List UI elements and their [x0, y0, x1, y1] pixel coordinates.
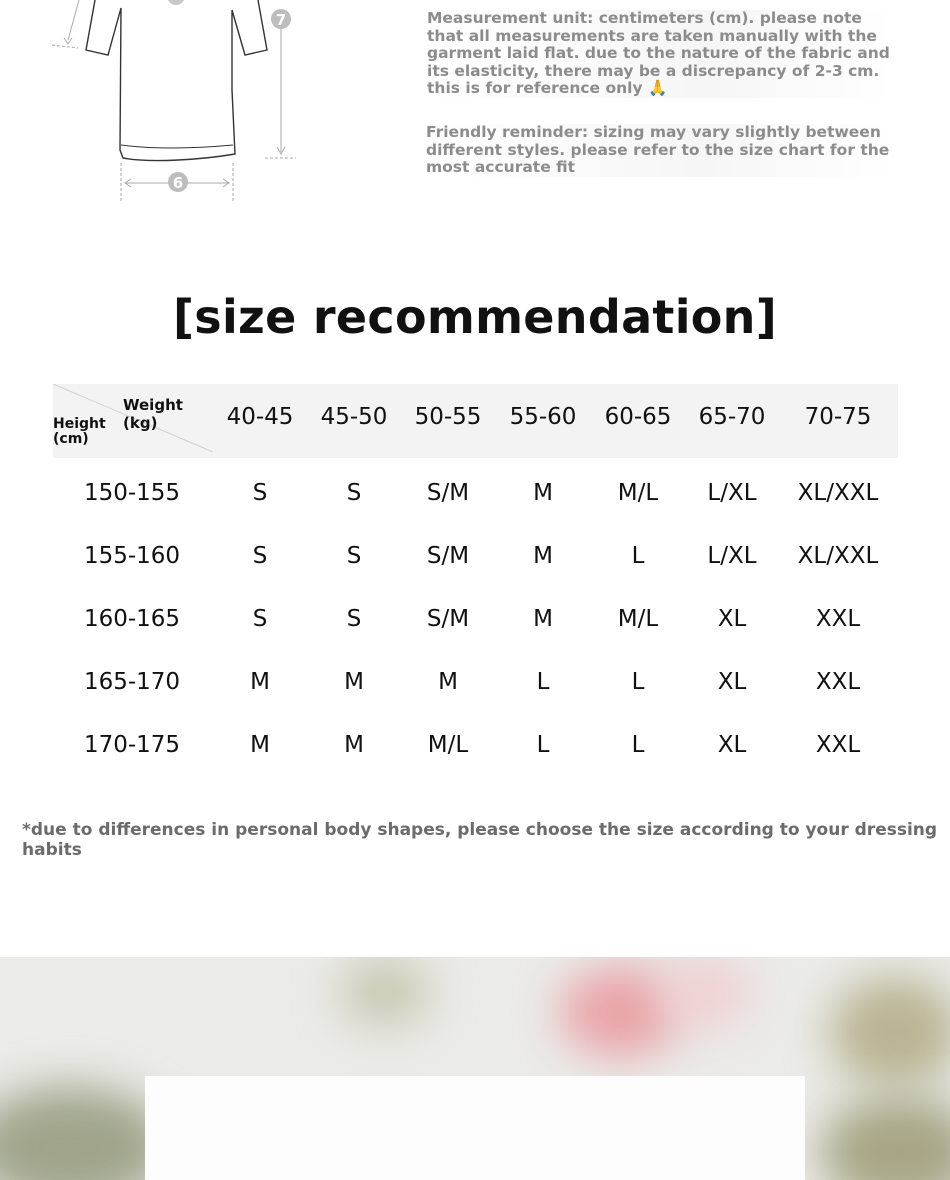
size-cell: XXL	[815, 606, 861, 632]
size-cell: M	[250, 669, 270, 695]
size-cell: L	[536, 732, 550, 758]
size-cell: L	[536, 669, 550, 695]
size-cell: L	[631, 732, 645, 758]
weight-header-cell: 60-65	[604, 404, 672, 430]
size-cell: M	[344, 669, 364, 695]
size-cell: L/XL	[707, 480, 757, 506]
height-axis-label-line2: (cm)	[53, 431, 89, 447]
table-header	[53, 384, 898, 458]
table-row	[53, 649, 898, 712]
marker-6-label: 6	[172, 174, 184, 192]
photo-blur-pink-light	[660, 957, 750, 1027]
size-cell: L/XL	[707, 543, 757, 569]
size-cell: M/L	[617, 480, 659, 506]
height-cell: 170-175	[83, 732, 181, 758]
table-row	[53, 460, 898, 523]
size-cell: S/M	[426, 606, 470, 632]
marker-7-label: 7	[275, 11, 287, 29]
size-cell: M	[533, 606, 553, 632]
size-cell: S	[252, 606, 268, 632]
size-cell: S	[346, 543, 362, 569]
size-cell: S	[346, 480, 362, 506]
height-cell: 155-160	[83, 543, 181, 569]
size-cell: M	[250, 732, 270, 758]
photo-blur-right	[820, 1097, 950, 1180]
photo-blur-olive	[340, 957, 430, 1027]
section-title: [size recommendation]	[172, 290, 778, 344]
size-cell: S/M	[426, 480, 470, 506]
content-card	[145, 1076, 805, 1180]
size-cell: M	[533, 480, 553, 506]
weight-header-cell: 70-75	[804, 404, 872, 430]
footnote: *due to differences in personal body shapes, please choose the size according to your dressing habits	[22, 820, 938, 860]
weight-header-cell: 45-50	[320, 404, 388, 430]
size-cell: XL/XXL	[797, 480, 879, 506]
size-cell: M	[533, 543, 553, 569]
weight-header-cell: 50-55	[414, 404, 482, 430]
height-cell: 165-170	[83, 669, 181, 695]
height-cell: 150-155	[83, 480, 181, 506]
weight-header-cell: 40-45	[226, 404, 294, 430]
dress-outline-illustration	[0, 0, 420, 215]
table-row	[53, 586, 898, 649]
garment-diagram	[0, 0, 420, 215]
table-row	[53, 712, 898, 775]
photo-blur-green	[830, 977, 950, 1087]
size-cell: M/L	[427, 732, 469, 758]
size-cell: L	[631, 543, 645, 569]
size-cell: XXL	[815, 669, 861, 695]
size-cell: XXL	[815, 732, 861, 758]
size-cell: XL	[717, 732, 747, 758]
size-cell: M/L	[617, 606, 659, 632]
height-cell: 160-165	[83, 606, 181, 632]
size-cell: XL	[717, 669, 747, 695]
weight-axis-label: Weight (kg)	[123, 396, 183, 432]
table-body	[53, 458, 898, 775]
size-cell: XL	[717, 606, 747, 632]
size-cell: L	[631, 669, 645, 695]
table-row	[53, 523, 898, 586]
size-cell: S/M	[426, 543, 470, 569]
size-cell: M	[344, 732, 364, 758]
size-cell: M	[438, 669, 458, 695]
measurement-note: Measurement unit: centimeters (cm). please note that all measurements are taken manually with the garment laid flat. due to the nature of the fabric and its elasticity, there may be a discrepancy of 2-3 cm. this is for reference only 🙏	[427, 10, 892, 98]
table-corner-cell	[53, 384, 215, 458]
reminder-note: Friendly reminder: sizing may vary slightly between different styles. please refer to the size chart for the most accurate fit	[426, 123, 890, 176]
height-axis-label-line1: Height	[53, 416, 106, 432]
weight-header-cell: 55-60	[509, 404, 577, 430]
size-cell: S	[252, 543, 268, 569]
size-cell: S	[252, 480, 268, 506]
size-cell: XL/XXL	[797, 543, 879, 569]
size-cell: S	[346, 606, 362, 632]
height-axis-label	[53, 417, 106, 447]
weight-header-cell: 65-70	[698, 404, 766, 430]
background-photo	[0, 957, 950, 1180]
size-table	[53, 384, 898, 775]
